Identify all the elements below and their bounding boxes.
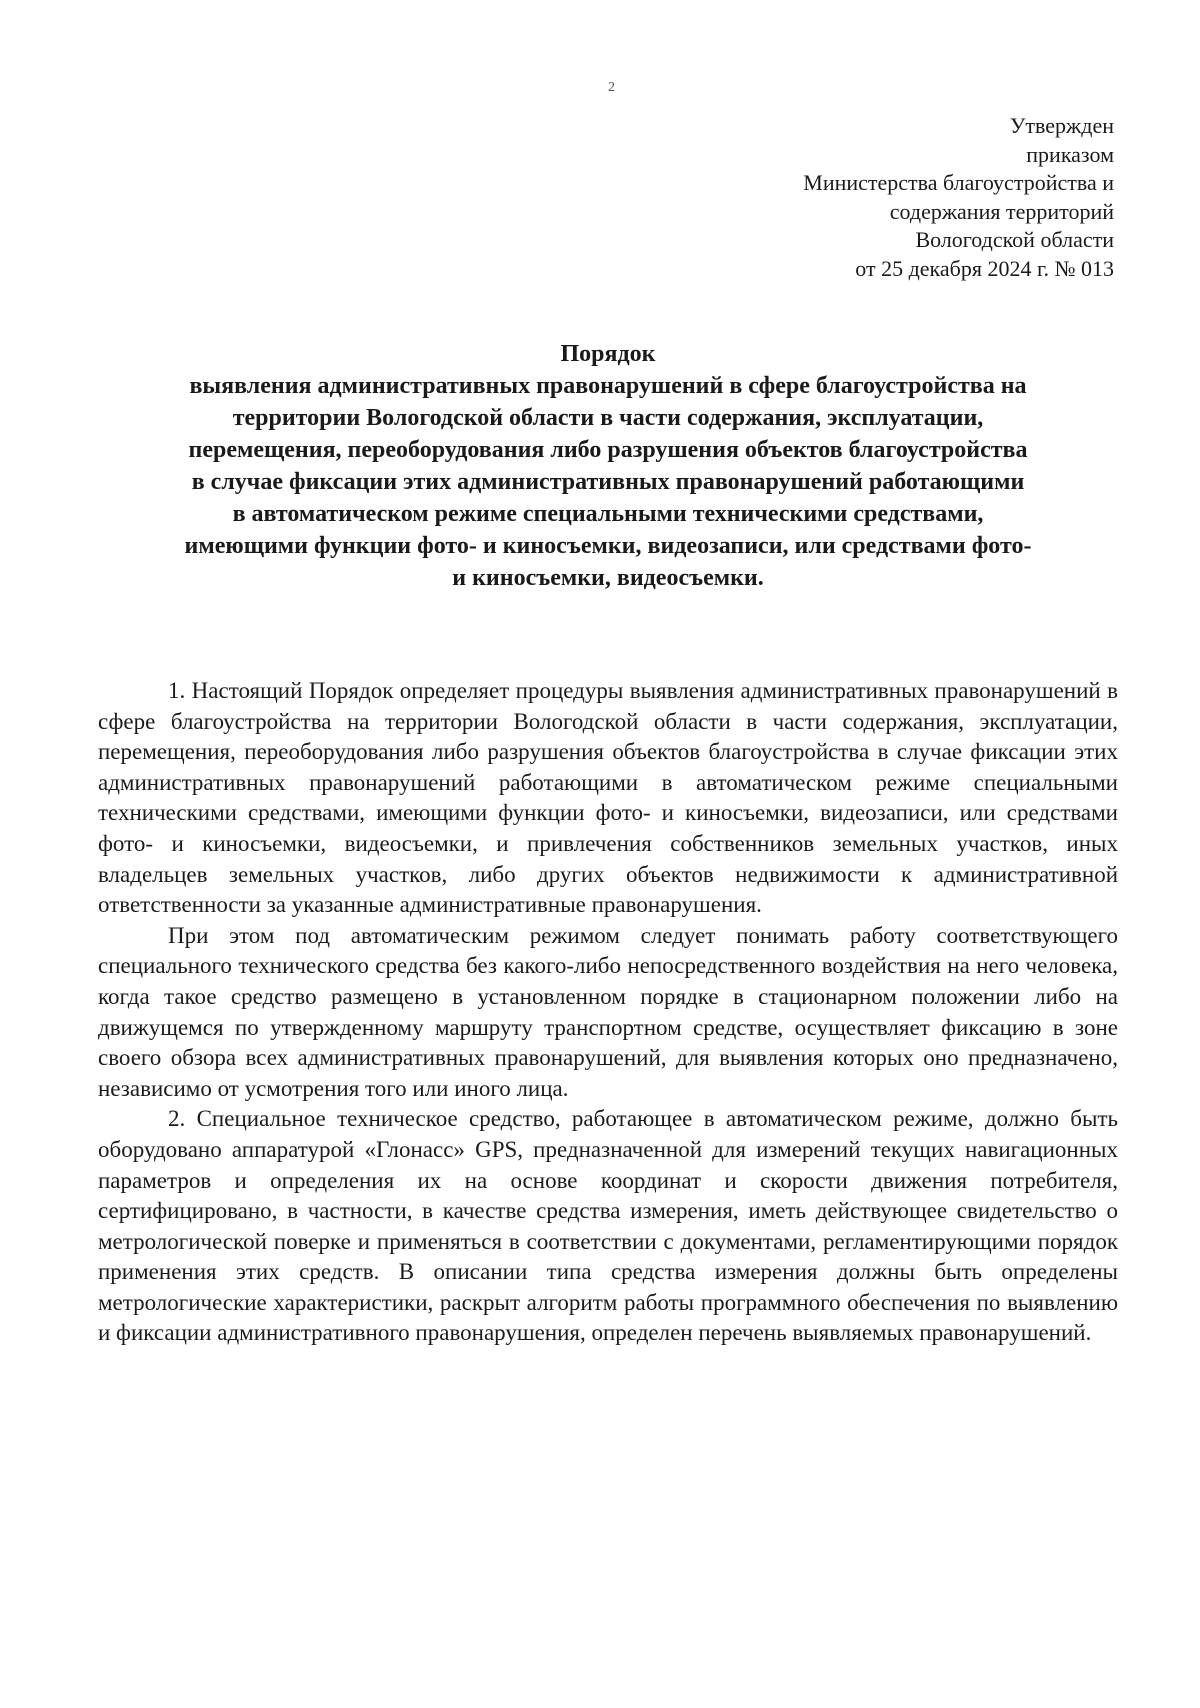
approval-stamp-block [694,112,1114,283]
approval-line: Министерства благоустройства и [803,170,1114,195]
title-heading: Порядок [560,341,656,367]
approval-line: Вологодской области [915,227,1114,252]
approval-line: от 25 декабря 2024 г. № 013 [855,255,1114,281]
title-line: и киносъемки, видеосъемки. [452,565,764,591]
document-body [98,676,1118,1349]
document-title [98,338,1118,594]
approval-line: содержания территорий [889,198,1114,224]
approval-line: Утвержден [1009,113,1114,138]
paragraph-2: При этом под автоматическим режимом следует понимать работу соответствующего специального технического средства без какого-либо непосредственного воздействия на него человека, когда такое средство размещено в установленном порядке в стационарном положении либо на движущемся по утвержденному маршруту транспортном средстве, осуществляет фиксацию в зоне своего обзора всех административных правонарушений, для выявления которых оно предназначено, независимо от усмотрения того или иного лица. [98,922,1118,1101]
title-line: имеющими функции фото- и киносъемки, видеозаписи, или средствами фото- [184,533,1032,559]
title-line: в случае фиксации этих административных правонарушений работающими [191,469,1025,495]
title-line: перемещения, переоборудования либо разрушения объектов благоустройства [188,437,1028,463]
page-number: 2 [608,80,615,95]
title-line: выявления административных правонарушений в сфере благоустройства на [189,373,1027,399]
paragraph-1: 1. Настоящий Порядок определяет процедуры выявления административных правонарушений в сфере благоустройства на территории Вологодской области в части содержания, эксплуатации, перемещения, переоборудования либо разрушения объектов благоустройства в случае фиксации этих административных правонарушений работающими в автоматическом режиме специальными техническими средствами, имеющими функции фото- и киносъемки, видеозаписи, или средствами фото- и киносъемки, видеосъемки, и привлечения собственников земельных участков, иных владельцев земельных участков, либо других объектов недвижимости к административной ответственности за указанные административные правонарушения. [98,678,1118,918]
paragraph-3: 2. Специальное техническое средство, работающее в автоматическом режиме, должно быть оборудовано аппаратурой «Глонасс» GPS, предназначенной для измерений текущих навигационных параметров и определения их на основе координат и скорости движения потребителя, сертифицировано, в частности, в качестве средства измерения, иметь действующее свидетельство о метрологической поверке и применяться в соответствии с документами, регламентирующими порядок применения этих средств. В описании типа средства измерения должны быть определены метрологические характеристики, раскрыт алгоритм работы программного обеспечения по выявлению и фиксации административного правонарушения, определен перечень выявляемых правонарушений. [98,1106,1118,1346]
title-line: территории Вологодской области в части содержания, эксплуатации, [232,405,984,431]
title-line: в автоматическом режиме специальными техническими средствами, [232,501,984,527]
approval-line: приказом [1026,141,1114,167]
